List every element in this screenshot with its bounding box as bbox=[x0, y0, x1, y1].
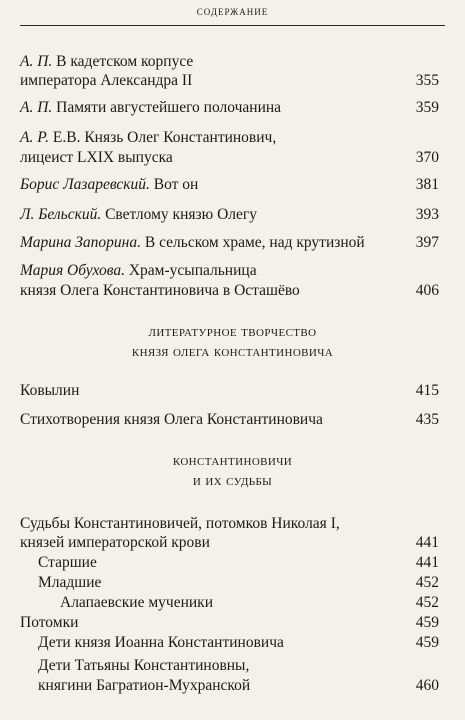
entry-line bbox=[20, 52, 440, 72]
entry-page-number: 406 bbox=[415, 282, 439, 299]
entry-line-continued: лицеист LXIX выпуска bbox=[20, 149, 173, 166]
entry-title: Храм-усыпальница bbox=[128, 262, 257, 279]
entry-page-number: 459 bbox=[415, 614, 439, 631]
subentry-title-continued: княгини Багратион-Мухранской bbox=[38, 677, 251, 694]
entry-page-number: 397 bbox=[415, 234, 439, 251]
header-rule bbox=[20, 25, 445, 26]
entry-line-continued: князя Олега Константиновича в Осташёво bbox=[20, 282, 300, 299]
entry-page-number: 370 bbox=[415, 149, 439, 166]
entry-title: Потомки bbox=[20, 614, 79, 631]
subentry-title: Младшие bbox=[38, 574, 102, 591]
entry-page-number: 459 bbox=[415, 634, 439, 651]
entry-title: Стихотворения князя Олега Константиновича bbox=[20, 411, 323, 428]
entry-line-continued: императора Александра II bbox=[20, 72, 193, 89]
entry-author: А. Р. bbox=[20, 129, 50, 146]
subentry-title: Дети Татьяны Константиновны, bbox=[38, 657, 250, 674]
entry-page-number: 435 bbox=[415, 411, 439, 428]
entry-page-number: 452 bbox=[415, 574, 439, 591]
running-head: содержание bbox=[196, 4, 269, 18]
entry-title: Судьбы Константиновичей, потомков Николая I, bbox=[20, 515, 340, 532]
entry-line bbox=[20, 128, 440, 148]
entry-page-number: 381 bbox=[415, 176, 439, 193]
entry-line bbox=[20, 205, 440, 225]
entry-page-number: 460 bbox=[415, 677, 439, 694]
entry-page-number: 452 bbox=[415, 594, 439, 611]
subentry-title: Дети князя Иоанна Константиновича bbox=[38, 634, 284, 651]
entry-line bbox=[20, 98, 440, 118]
entry-title: В сельском храме, над крутизной bbox=[144, 234, 365, 251]
entry-line bbox=[20, 233, 440, 253]
entry-title: Светлому князю Олегу bbox=[105, 206, 257, 223]
entry-page-number: 355 bbox=[415, 72, 439, 89]
entry-title: Е.В. Князь Олег Константинович, bbox=[52, 129, 277, 146]
section-title: константиновичи bbox=[172, 453, 293, 469]
subentry-title: Старшие bbox=[38, 554, 97, 571]
entry-page-number: 359 bbox=[415, 99, 439, 116]
section-title-continued: и их судьбы bbox=[192, 473, 273, 489]
entry-author: Мария Обухова. bbox=[20, 262, 125, 279]
entry-author: А. П. bbox=[20, 99, 53, 116]
entry-author: Борис Лазаревский. bbox=[20, 176, 150, 193]
entry-author: А. П. bbox=[20, 53, 53, 70]
entry-title: Памяти августейшего полочанина bbox=[56, 99, 282, 116]
entry-page-number: 393 bbox=[415, 206, 439, 223]
entry-line bbox=[20, 175, 440, 195]
entry-title: Ковылин bbox=[20, 382, 80, 399]
entry-title: Вот он bbox=[153, 176, 199, 193]
section-title: литературное творчество bbox=[148, 324, 317, 340]
entry-author: Л. Бельский. bbox=[20, 206, 102, 223]
subentry-title: Алапаевские мученики bbox=[60, 594, 213, 611]
entry-title: В кадетском корпусе bbox=[56, 53, 194, 70]
entry-line bbox=[20, 261, 440, 281]
entry-author: Марина Запорина. bbox=[20, 234, 141, 251]
entry-title-continued: князей императорской крови bbox=[20, 534, 210, 551]
section-title-continued: князя олега константиновича bbox=[131, 344, 334, 360]
entry-page-number: 415 bbox=[415, 382, 439, 399]
entry-page-number: 441 bbox=[415, 534, 439, 551]
entry-page-number: 441 bbox=[415, 554, 439, 571]
